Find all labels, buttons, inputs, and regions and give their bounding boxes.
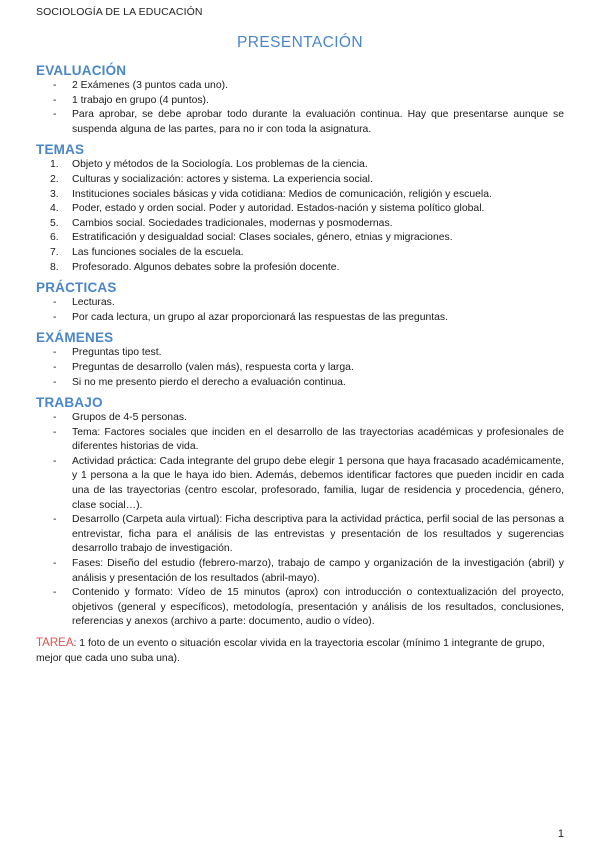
list-item: 1. Objeto y métodos de la Sociología. Los problemas de la ciencia. xyxy=(50,159,368,171)
page-title: PRESENTACIÓN xyxy=(237,34,363,51)
tarea-text: : 1 foto de un evento o situación escolar vivida en la trayectoria escolar (mínimo 1 integrante de grupo, mejor que cada uno suba una). xyxy=(36,638,545,664)
list-item: 5. Cambios social. Sociedades tradicionales, modernas y posmodernas. xyxy=(50,217,393,229)
document-body xyxy=(36,62,564,676)
section-heading-examenes: EXÁMENES xyxy=(36,330,114,346)
list-item: - Preguntas tipo test. xyxy=(53,347,162,359)
list-item: - Grupos de 4-5 personas. xyxy=(53,412,187,424)
list-item: - Lecturas. xyxy=(53,297,115,309)
list-item: 8. Profesorado. Algunos debates sobre la profesión docente. xyxy=(50,261,340,273)
section-heading-temas: TEMAS xyxy=(36,142,85,158)
section-evaluacion xyxy=(36,62,564,137)
list-item: - 2 Exámenes (3 puntos cada uno). xyxy=(53,80,228,91)
tarea-paragraph xyxy=(36,636,564,666)
section-examenes xyxy=(36,329,564,390)
section-heading-trabajo: TRABAJO xyxy=(36,395,103,411)
list-item: 7. Las funciones sociales de la escuela. xyxy=(50,246,244,258)
tarea-label: TAREA xyxy=(36,637,74,649)
list-item: - Por cada lectura, un grupo al azar proporcionará las respuestas de las preguntas. xyxy=(53,311,449,323)
list-item: - Contenido y formato: Vídeo de 15 minutos (aprox) con introducción o contextualización del proyecto, objetivos (general y específicos), metodología, presentación y análisis de los resultados, conclusiones, referencias y anexos (archivo a parte: documento, audio o vídeo). xyxy=(53,587,564,628)
list-item: - Desarrollo (Carpeta aula virtual): Ficha descriptiva para la actividad práctica, perfil social de las personas a entrevistar, ficha para el análisis de las entrevistas y presentación de los resultados y sugerencias desarrollo trabajo de investigación. xyxy=(53,514,564,555)
section-heading-evaluacion: EVALUACIÓN xyxy=(36,63,127,78)
section-heading-practicas: PRÁCTICAS xyxy=(36,280,117,296)
list-item: - Preguntas de desarrollo (valen más), respuesta corta y larga. xyxy=(53,361,354,373)
list-item: 6. Estratificación y desigualdad social: Clases sociales, género, etnias y migraciones. xyxy=(50,232,453,244)
section-trabajo xyxy=(36,394,564,630)
trabajo-list xyxy=(36,411,564,630)
list-item: 2. Culturas y socialización: actores y sistema. La experiencia social. xyxy=(50,173,373,185)
list-item: - Para aprobar, se debe aprobar todo durante la evaluación continua. Hay que presentarse aunque se suspenda alguna de las partes, para no ir con toda la asignatura. xyxy=(53,109,564,135)
page-number: 1 xyxy=(557,828,564,840)
practicas-list xyxy=(36,296,564,325)
list-item: - 1 trabajo en grupo (4 puntos). xyxy=(53,94,209,106)
evaluacion-list xyxy=(36,79,564,137)
list-item: - Si no me presento pierdo el derecho a evaluación continua. xyxy=(53,376,346,388)
list-item: - Actividad práctica: Cada integrante del grupo debe elegir 1 persona que haya fracasado académicamente, y 1 persona a la que le haya ido bien. Además, debemos identificar factores que pueden incidir en cada una de las trayectorias (centro escolar, profesorado, familia, lugar de residencia y procedencia, género, clase social…). xyxy=(53,455,564,511)
examenes-list xyxy=(36,346,564,390)
section-temas xyxy=(36,141,564,275)
list-item: - Fases: Diseño del estudio (febrero-marzo), trabajo de campo y organización de la investigación (abril) y análisis y presentación de los resultados (abril-mayo). xyxy=(53,558,564,584)
list-item: - Tema: Factores sociales que inciden en el desarrollo de las trayectorias académicas y profesionales de diferentes historias de vida. xyxy=(53,426,564,453)
section-practicas xyxy=(36,279,564,325)
list-item: 4. Poder, estado y orden social. Poder y autoridad. Estados-nación y sistema político global. xyxy=(50,203,485,215)
list-item: 3. Instituciones sociales básicas y vida cotidiana: Medios de comunicación, religión y escuela. xyxy=(50,188,492,200)
temas-list xyxy=(36,158,564,275)
running-header: SOCIOLOGÍA DE LA EDUCACIÓN xyxy=(36,6,203,18)
